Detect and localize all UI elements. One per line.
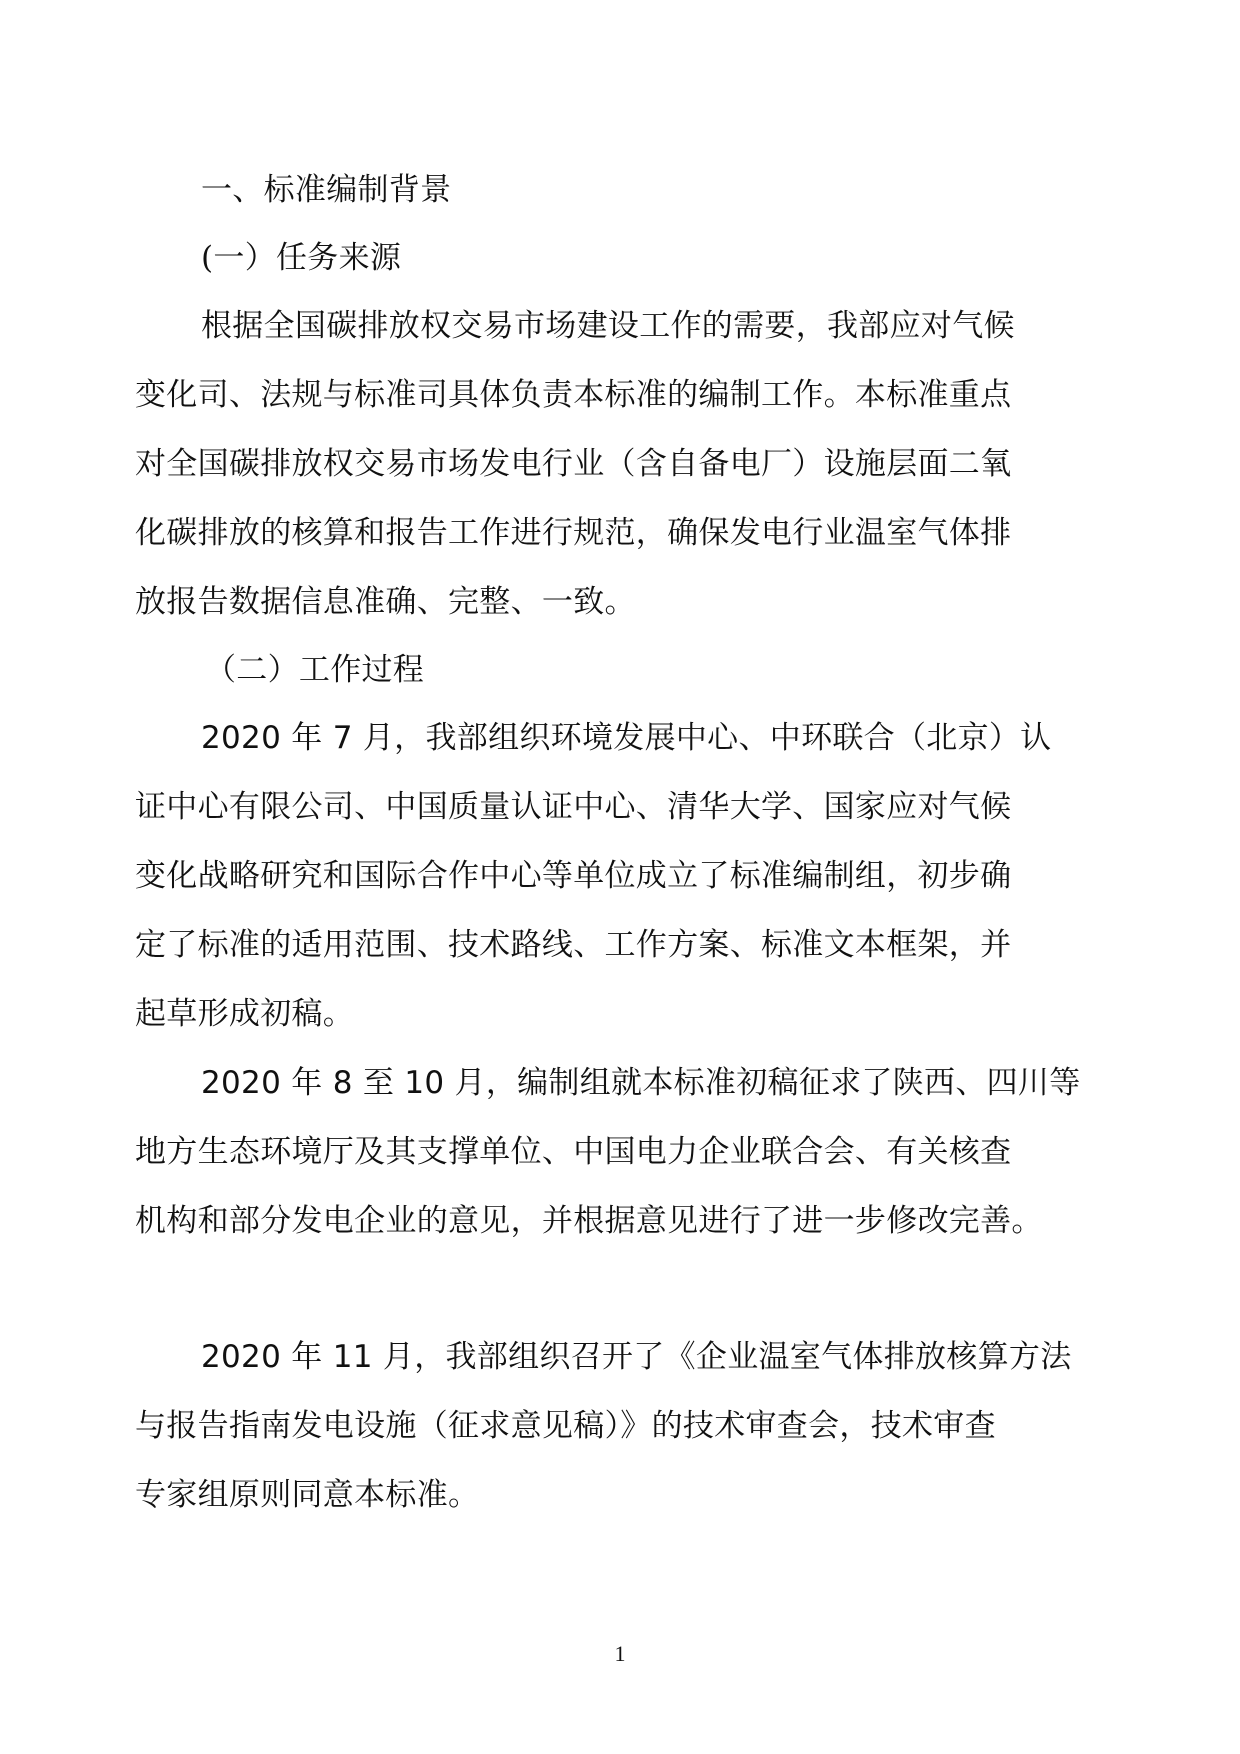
paragraph-4-line-2: 与报告指南发电设施（征求意见稿）》的技术审查会，技术审查 xyxy=(135,1408,996,1444)
paragraph-2-line-4: 定了标准的适用范围、技术路线、工作方案、标准文本框架，并 xyxy=(135,927,1012,963)
paragraph-2-line-5: 起草形成初稿。 xyxy=(135,996,355,1032)
paragraph-3-line-3: 机构和部分发电企业的意见，并根据意见进行了进一步修改完善。 xyxy=(135,1203,1043,1239)
paragraph-4-line-3: 专家组原则同意本标准。 xyxy=(135,1477,480,1513)
paragraph-1-line-1: 根据全国碳排放权交易市场建设工作的需要，我部应对气候 xyxy=(201,308,1015,344)
section-heading: 一、标准编制背景 xyxy=(201,172,452,208)
paragraph-3-line-1: 2020 年 8 至 10 月，编制组就本标准初稿征求了陕西、四川等 xyxy=(201,1065,1081,1101)
paragraph-2-line-1: 2020 年 7 月，我部组织环境发展中心、中环联合（北京）认 xyxy=(201,720,1052,756)
paragraph-1-line-2: 变化司、法规与标准司具体负责本标准的编制工作。本标准重点 xyxy=(135,377,1012,413)
paragraph-1-line-5: 放报告数据信息准确、完整、一致。 xyxy=(135,584,636,620)
page-number: 1 xyxy=(614,1641,626,1666)
paragraph-3-line-2: 地方生态环境厅及其支撑单位、中国电力企业联合会、有关核查 xyxy=(135,1134,1012,1170)
paragraph-1-line-3: 对全国碳排放权交易市场发电行业（含自备电厂）设施层面二氧 xyxy=(135,446,1012,482)
paragraph-2-line-3: 变化战略研究和国际合作中心等单位成立了标准编制组，初步确 xyxy=(135,858,1012,894)
subsection-heading-work-process: （二）工作过程 xyxy=(205,652,425,688)
subsection-heading-task-source: (一）任务来源 xyxy=(201,240,402,276)
paragraph-4-line-1: 2020 年 11 月，我部组织召开了《企业温室气体排放核算方法 xyxy=(201,1339,1072,1375)
paragraph-2-line-2: 证中心有限公司、中国质量认证中心、清华大学、国家应对气候 xyxy=(135,789,1012,825)
paragraph-1-line-4: 化碳排放的核算和报告工作进行规范，确保发电行业温室气体排 xyxy=(135,515,1012,551)
